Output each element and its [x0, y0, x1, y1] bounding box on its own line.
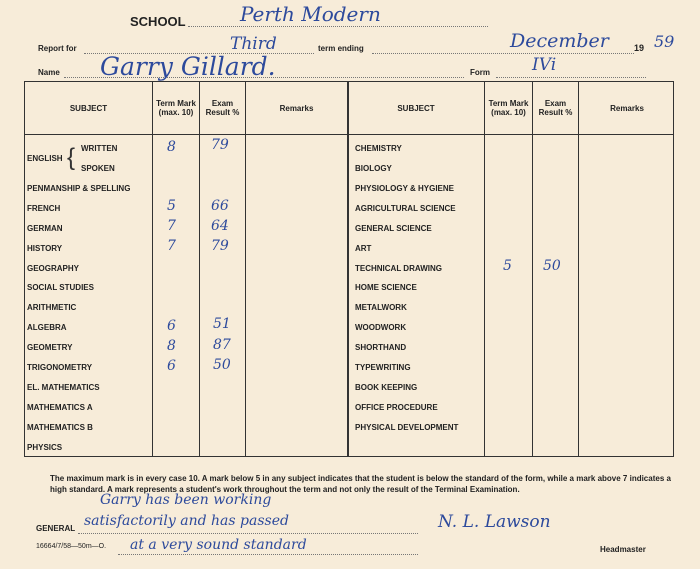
subject-woodwork: WOODWORK: [355, 323, 407, 332]
subject-office-procedure: OFFICE PROCEDURE: [355, 403, 438, 412]
header-exam-result-right: Exam Result %: [538, 99, 573, 117]
written-term-mark: 8: [167, 139, 176, 155]
subject-trigonometry: TRIGONOMETRY: [27, 363, 93, 372]
subject-physics: PHYSICS: [27, 443, 63, 452]
subject-metalwork: METALWORK: [355, 303, 407, 312]
header-term-mark-left: Term Mark (max. 10): [156, 99, 196, 117]
general-remark-line-3: at a very sound standard: [130, 537, 307, 553]
subject-art: ART: [355, 244, 372, 253]
subject-english-written: WRITTEN: [81, 144, 118, 153]
subject-el-mathematics: EL. MATHEMATICS: [27, 383, 100, 392]
grades-table: [24, 81, 674, 457]
trigonometry-term-mark: 6: [167, 358, 176, 374]
subject-technical-drawing: TECHNICAL DRAWING: [355, 264, 442, 273]
subject-mathematics-a: MATHEMATICS A: [27, 403, 93, 412]
french-term-mark: 5: [167, 198, 176, 214]
german-exam-result: 64: [211, 218, 229, 234]
french-exam-result: 66: [211, 198, 229, 214]
general-remark-line-1: Garry has been working: [100, 492, 272, 508]
name-label: Name: [38, 68, 60, 77]
subject-biology: BIOLOGY: [355, 164, 392, 173]
subject-general-science: GENERAL SCIENCE: [355, 224, 432, 233]
subject-home-science: HOME SCIENCE: [355, 283, 417, 292]
subject-typewriting: TYPEWRITING: [355, 363, 411, 372]
subject-social-studies: SOCIAL STUDIES: [27, 283, 94, 292]
headmaster-signature: N. L. Lawson: [438, 512, 551, 532]
subject-english-spoken: SPOKEN: [81, 164, 115, 173]
technical-drawing-exam-result: 50: [543, 258, 561, 274]
subject-english: ENGLISH: [27, 154, 63, 163]
geometry-term-mark: 8: [167, 338, 176, 354]
subject-agricultural-science: AGRICULTURAL SCIENCE: [355, 204, 456, 213]
algebra-exam-result: 51: [213, 316, 231, 332]
report-for-label: Report for: [38, 44, 77, 53]
grading-footnote: The maximum mark is in every case 10. A mark below 5 in any subject indicates that the student is below the standard of the form, while a mark above 7 indicates a high standard. A mark represents a student's work throughout the term and not only the result of the Terminal Examination.: [50, 474, 671, 494]
form-code: 16664/7/58—50m—O.: [36, 543, 107, 550]
subject-french: FRENCH: [27, 204, 61, 213]
headmaster-label: Headmaster: [600, 545, 646, 554]
general-label: GENERAL: [36, 524, 76, 533]
subject-chemistry: CHEMISTRY: [355, 144, 402, 153]
year-suffix: 59: [654, 32, 675, 51]
header-remarks-left: Remarks: [279, 103, 314, 113]
general-remark-line-2: satisfactorily and has passed: [84, 513, 289, 529]
subject-arithmetic: ARITHMETIC: [27, 303, 77, 312]
written-exam-result: 79: [211, 137, 229, 153]
algebra-term-mark: 6: [167, 318, 176, 334]
subject-geometry: GEOMETRY: [27, 343, 73, 352]
form-value: IVi: [532, 55, 557, 75]
german-term-mark: 7: [167, 218, 176, 234]
subject-mathematics-b: MATHEMATICS B: [27, 423, 93, 432]
school-label: SCHOOL: [130, 14, 186, 29]
subject-algebra: ALGEBRA: [27, 323, 67, 332]
history-term-mark: 7: [167, 238, 176, 254]
subject-geography: GEOGRAPHY: [27, 264, 80, 273]
subject-german: GERMAN: [27, 224, 63, 233]
subject-history: HISTORY: [27, 244, 63, 253]
subject-physical-development: PHYSICAL DEVELOPMENT: [355, 423, 459, 432]
subject-physiology-hygiene: PHYSIOLOGY & HYGIENE: [355, 184, 454, 193]
header-subject-right: SUBJECT: [397, 103, 435, 113]
geometry-exam-result: 87: [213, 337, 231, 353]
subject-book-keeping: BOOK KEEPING: [355, 383, 418, 392]
english-brace: {: [67, 144, 76, 171]
subject-shorthand: SHORTHAND: [355, 343, 407, 352]
technical-drawing-term-mark: 5: [503, 258, 512, 274]
header-term-mark-right: Term Mark (max. 10): [488, 99, 529, 117]
report-for-value: Third: [230, 34, 277, 54]
form-label: Form: [470, 68, 490, 77]
header-exam-result-left: Exam Result %: [205, 99, 240, 117]
year-prefix: 19: [634, 43, 645, 53]
term-ending-label: term ending: [318, 44, 364, 53]
school-value: Perth Modern: [240, 2, 381, 26]
header-subject-left: SUBJECT: [69, 103, 108, 113]
subject-penmanship: PENMANSHIP & SPELLING: [27, 184, 131, 193]
student-name-value: Garry Gillard.: [100, 52, 276, 81]
term-month-value: December: [510, 30, 609, 52]
header-remarks-right: Remarks: [610, 103, 644, 113]
history-exam-result: 79: [211, 238, 229, 254]
trigonometry-exam-result: 50: [213, 357, 231, 373]
